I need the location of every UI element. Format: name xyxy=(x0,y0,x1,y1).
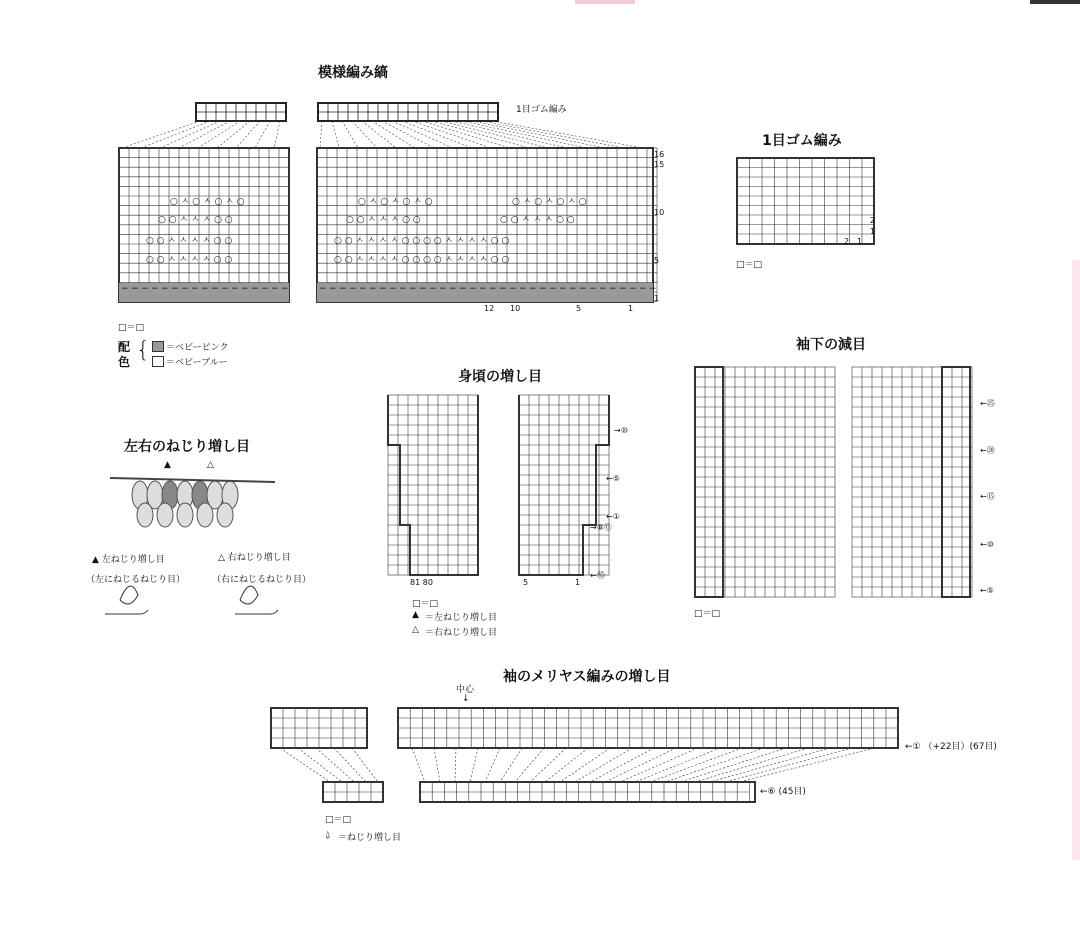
pattern-symbol: − xyxy=(519,284,527,294)
pattern-symbol: − xyxy=(281,284,289,294)
sleeve-row-20: ←⑳ xyxy=(980,446,995,455)
sleeve-dec-grid xyxy=(695,367,972,597)
body-key-right: ＝右ねじり増し目 xyxy=(425,628,498,638)
pattern-row-15: 15 xyxy=(654,160,665,169)
body-key-left-icon: ▲ xyxy=(412,610,419,620)
pattern-symbol: − xyxy=(639,284,647,294)
sleeve-row1: ←① （+22目）(67目) xyxy=(905,742,997,752)
rib-row-1: 1 xyxy=(870,227,876,236)
pattern-symbol: − xyxy=(629,284,637,294)
pattern-symbol: ○ ㅅ ○ ㅅ ○ ㅅ ○ xyxy=(170,197,245,207)
pattern-symbol: − xyxy=(409,284,417,294)
pattern-symbol: − xyxy=(599,284,607,294)
sleeve-dec-key: □＝□ xyxy=(694,609,721,619)
pattern-symbol: ○ ○ ㅅ ㅅ ㅅ ○ ○ xyxy=(346,215,421,225)
sleeve-row-5: ←⑤ xyxy=(980,586,994,595)
sleeve-row-15: ←⑮ xyxy=(980,492,995,501)
pattern-symbol: − xyxy=(539,284,547,294)
pattern-symbol: − xyxy=(369,284,377,294)
twist-right-sub: （右にねじるねじり目） xyxy=(212,575,312,585)
pattern-row-5: 5 xyxy=(654,256,660,265)
svg-text:△: △ xyxy=(207,460,214,470)
body-key-left: ＝左ねじり増し目 xyxy=(425,613,498,623)
pattern-symbol: ○ ○ ㅅ ㅅ ㅅ ㅅ ○ ○ xyxy=(146,255,233,265)
body-col-5: 5 xyxy=(523,578,529,587)
pattern-symbol: − xyxy=(271,284,279,294)
body-row-35: ←㉟ xyxy=(590,571,605,580)
body-key-knit: □＝□ xyxy=(412,599,439,609)
pattern-symbol: ○ ○ ㅅ ㅅ ㅅ ○ ○ xyxy=(158,215,233,225)
body-inc-title: 身頃の増し目 xyxy=(458,369,542,385)
pattern-symbol: − xyxy=(649,284,657,294)
pattern-col-5: 5 xyxy=(576,304,582,313)
pattern-symbol: − xyxy=(589,284,597,294)
pattern-symbol: − xyxy=(619,284,627,294)
svg-text:▲: ▲ xyxy=(164,460,171,470)
pattern-symbol: − xyxy=(549,284,557,294)
pattern-symbol: ○ ○ ㅅ ㅅ ㅅ ○ ○ xyxy=(500,215,575,225)
pattern-symbol: − xyxy=(211,284,219,294)
pattern-symbol: − xyxy=(191,284,199,294)
pattern-symbol: − xyxy=(251,284,259,294)
pattern-row-1: 1 xyxy=(654,294,660,303)
rib-col-1: 1 xyxy=(857,237,863,246)
body-key-right-icon: △ xyxy=(412,625,419,635)
pattern-col-1: 1 xyxy=(628,304,634,313)
pattern-col-12: 12 xyxy=(484,304,495,313)
pattern-symbol: − xyxy=(439,284,447,294)
pattern-symbol: ○ ㅅ ○ ㅅ ○ ㅅ ○ xyxy=(512,197,587,207)
pattern-symbol: − xyxy=(449,284,457,294)
pattern-key-knit: □＝□ xyxy=(118,323,145,333)
pattern-symbol: − xyxy=(569,284,577,294)
pattern-connectors xyxy=(122,121,643,148)
pattern-symbol: − xyxy=(141,284,149,294)
pattern-symbol: − xyxy=(181,284,189,294)
pattern-symbol: − xyxy=(201,284,209,294)
twist-left-sub: （左にねじるねじり目） xyxy=(86,575,186,585)
pattern-symbol: − xyxy=(459,284,467,294)
pattern-symbol: − xyxy=(429,284,437,294)
blue-swatch xyxy=(152,356,164,367)
pattern-symbol: − xyxy=(231,284,239,294)
pattern-rib-label: 1目ゴム編み xyxy=(516,105,567,115)
pattern-symbol: − xyxy=(529,284,537,294)
pattern-row-16: 16 xyxy=(654,150,665,159)
rib-chart-grid xyxy=(737,158,875,244)
pattern-symbol: − xyxy=(579,284,587,294)
pattern-symbol: ○ ㅅ ○ ㅅ ○ ㅅ ○ xyxy=(358,197,433,207)
pattern-symbol: − xyxy=(339,284,347,294)
pattern-symbol: − xyxy=(499,284,507,294)
pattern-symbol: ○ ○ ㅅ ㅅ ㅅ ㅅ ○ ○ ○ ○ ㅅ ㅅ ㅅ ㅅ ○ ○ xyxy=(334,255,510,265)
rib-col-2: 2 xyxy=(844,237,850,246)
pattern-symbol: − xyxy=(479,284,487,294)
pattern-symbol: − xyxy=(319,284,327,294)
pattern-symbol: − xyxy=(419,284,427,294)
rib-chart-title: 1目ゴム編み xyxy=(762,133,842,149)
pattern-symbol: − xyxy=(121,284,129,294)
sleeve-row-10: ←⑩ xyxy=(980,540,994,549)
twist-illustration xyxy=(105,478,278,614)
rib-key-knit: □＝□ xyxy=(736,260,763,270)
pattern-symbol: − xyxy=(329,284,337,294)
pattern-rib-strip xyxy=(196,103,498,121)
body-row-5: ←⑤ xyxy=(606,474,620,483)
pattern-symbol: ○ ○ ㅅ ㅅ ㅅ ㅅ ○ ○ xyxy=(146,236,233,246)
pattern-symbol: − xyxy=(389,284,397,294)
pattern-symbol: − xyxy=(161,284,169,294)
pattern-col-10: 10 xyxy=(510,304,521,313)
body-col-1: 1 xyxy=(575,578,581,587)
pattern-chart-title: 模様編み縞 xyxy=(318,65,388,81)
sleeve-row-25: ←㉕ xyxy=(980,399,995,408)
pattern-symbol: − xyxy=(151,284,159,294)
pattern-symbol: ○ ○ ㅅ ㅅ ㅅ ㅅ ○ ○ ○ ○ ㅅ ㅅ ㅅ ㅅ ○ ○ xyxy=(334,236,510,246)
sleeve-inc-key-twist: ＝ねじり増し目 xyxy=(338,833,402,843)
twist-markers xyxy=(164,460,214,470)
color-pink: ＝ベビーピンク xyxy=(166,343,229,353)
body-inc-grid xyxy=(388,395,609,575)
pattern-symbol: − xyxy=(131,284,139,294)
pattern-symbol: − xyxy=(171,284,179,294)
pattern-symbol: − xyxy=(261,284,269,294)
sleeve-inc-key: □＝□ xyxy=(325,815,352,825)
pattern-symbol: − xyxy=(399,284,407,294)
center-arrow: ↓ xyxy=(462,694,470,704)
twist-title: 左右のねじり増し目 xyxy=(124,439,250,455)
brace: { xyxy=(136,338,150,363)
body-row-1: ←① xyxy=(606,512,620,521)
twist-left-label: ▲ 左ねじり増し目 xyxy=(92,555,165,565)
sleeve-row6: ←⑥ (45目) xyxy=(760,787,806,797)
pattern-symbol: − xyxy=(559,284,567,294)
body-col-left: 81 80 xyxy=(410,578,433,587)
haisyoku-top: 配 xyxy=(118,340,131,354)
haisyoku-bottom: 色 xyxy=(118,355,131,369)
sleeve-center: 中心 xyxy=(456,685,475,695)
rib-grid xyxy=(737,158,875,244)
pattern-row-10: 10 xyxy=(654,208,665,217)
pattern-symbol: − xyxy=(359,284,367,294)
sleeve-inc-title: 袖のメリヤス編みの増し目 xyxy=(503,669,671,685)
body-row-80: →⑧⓪ xyxy=(590,523,612,532)
pattern-symbol: − xyxy=(221,284,229,294)
sleeve-inc-key-twist-icon: ⍙ xyxy=(325,830,331,840)
pattern-symbol: − xyxy=(489,284,497,294)
pink-swatch xyxy=(152,341,164,352)
pattern-symbol: − xyxy=(349,284,357,294)
body-row-10: →⑩ xyxy=(614,426,628,435)
pattern-symbol: − xyxy=(241,284,249,294)
rib-row-2: 2 xyxy=(870,216,876,225)
pattern-symbol: − xyxy=(469,284,477,294)
pattern-symbol: − xyxy=(379,284,387,294)
color-blue: ＝ベビーブルー xyxy=(166,358,228,368)
pattern-symbol: − xyxy=(509,284,517,294)
pattern-symbol: − xyxy=(609,284,617,294)
sleeve-dec-title: 袖下の減目 xyxy=(796,337,866,353)
twist-right-label: △ 右ねじり増し目 xyxy=(218,553,291,563)
